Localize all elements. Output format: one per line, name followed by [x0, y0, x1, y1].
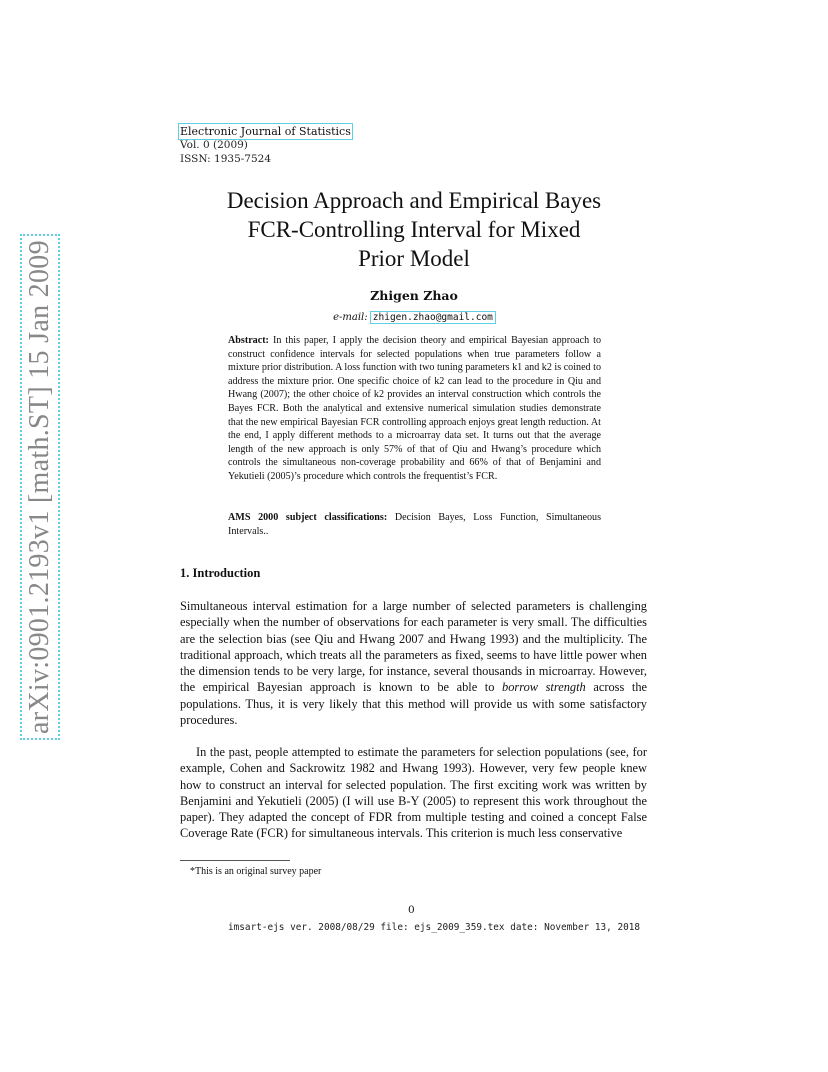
email-link[interactable]: zhigen.zhao@gmail.com — [372, 312, 493, 323]
intro-paragraph-2: In the past, people attempted to estimate the parameters for selection populations (see, for example, Cohen and Sackrowitz 1982 and Hwang 1993). However, very few people knew how to construct an interval for selected population. The first exciting work was written by Benjamini and Yekutieli (2005) (I will use B-Y (2005) to represent this work throughout the paper). They adapted the concept of FDR from multiple testing and coined a concept False Coverage Rate (FCR) for simultaneous intervals. This criterion is much less conservative — [180, 745, 647, 841]
journal-name[interactable]: Electronic Journal of Statistics — [180, 125, 351, 138]
ams-classification — [228, 511, 601, 539]
paper-title — [150, 186, 678, 273]
email-label: e-mail: — [333, 312, 368, 323]
title-line-2: FCR-Controlling Interval for Mixed — [247, 217, 581, 242]
para1-emphasis: borrow strength — [502, 680, 586, 695]
issn-line: ISSN: 1935-7524 — [180, 153, 272, 165]
ams-label: AMS 2000 subject classifications: — [228, 512, 388, 523]
para1-text-end: across the populations. Thus, it is very likely that this method will provide us with some satisfactory procedures. — [180, 680, 648, 728]
journal-name-link[interactable] — [180, 125, 351, 138]
arxiv-side-stamp[interactable]: arXiv:0901.2193v1 [math.ST] 15 Jan 2009 — [20, 234, 60, 740]
page-number: 0 — [408, 904, 415, 916]
abstract — [228, 334, 601, 484]
footer-stamp: imsart-ejs ver. 2008/08/29 file: ejs_2009_359.tex date: November 13, 2018 — [228, 922, 641, 933]
author-name: Zhigen Zhao — [370, 288, 458, 303]
para1-text-start: Simultaneous interval estimation for a large number of selected parameters is challenging especially when the number of observations for each parameter is very small. The difficulties are the selection bias (see Qiu and Hwang 2007 and Hwang 1993) and the multiplicity. The traditional approach, which treats all the parameters as fixed, seems to have little power when the dimension tends to be very large, for instance, several thousands in microarray. However, the empirical Bayesian approach is known to be able to — [180, 599, 647, 695]
ams-text: Decision Bayes, Loss Function, Simultaneous Intervals.. — [228, 512, 601, 537]
author-email-line — [150, 312, 678, 323]
section-heading: 1. Introduction — [180, 566, 261, 580]
abstract-label: Abstract: — [228, 335, 269, 346]
footnote: *This is an original survey paper — [190, 866, 322, 877]
intro-paragraph-1 — [180, 598, 647, 728]
volume-line: Vol. 0 (2009) — [180, 139, 248, 151]
abstract-text: In this paper, I apply the decision theory and empirical Bayesian approach to construct confidence intervals for selected populations when true parameters follow a mixture prior distribution. A loss function with two tuning parameters k1 and k2 is coined to address the mixture prior. One specific choice of k2 can lead to the procedure in Qiu and Hwang (2007); the other choice of k2 provides an interval construction which controls the Bayes FCR. Both the analytical and extensive numerical simulation studies demonstrate that the new empirical Bayesian FCR controlling approach enjoys great length reduction. At the end, I apply different methods to a microarray data set. It turns out that the average length of the new approach is only 57% of that of Qiu and Hwang’s procedure which controls the simultaneous non-coverage probability and 66% of that of Benjamini and Yekutieli (2005)’s procedure which controls the frequentist’s FCR. — [228, 335, 602, 482]
footnote-rule — [180, 860, 290, 861]
title-line-3: Prior Model — [358, 246, 470, 271]
title-line-1: Decision Approach and Empirical Bayes — [226, 188, 602, 213]
